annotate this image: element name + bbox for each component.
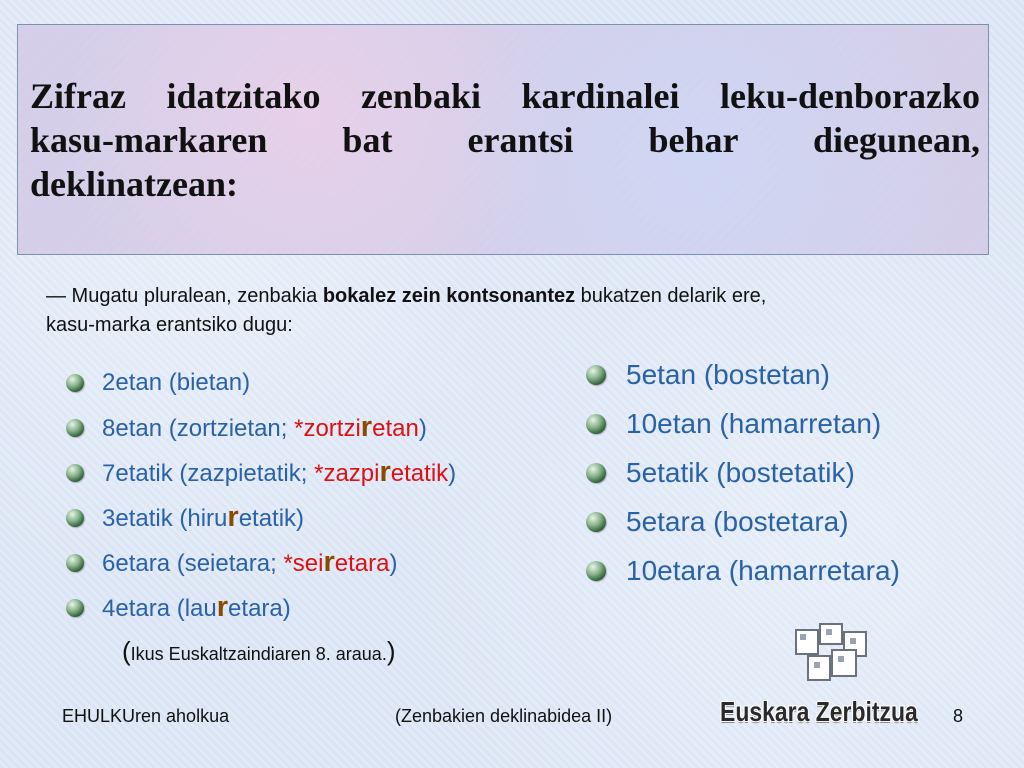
logo-text: Euskara Zerbitzua <box>720 696 918 727</box>
intro-bold: bokalez zein kontsonantez <box>322 285 576 307</box>
bullet-icon <box>586 463 606 483</box>
list-item <box>586 350 900 399</box>
list-item-label: 5etara (bostetara) <box>626 505 849 537</box>
list-item <box>66 540 456 585</box>
list-item <box>66 360 456 405</box>
intro-paragraph <box>46 282 986 340</box>
list-item-label: 10etara (hamarretara) <box>626 554 900 586</box>
bullet-icon <box>586 512 606 532</box>
intro-prefix: — Mugatu pluralean, zenbakia <box>46 285 323 307</box>
list-item <box>586 546 900 595</box>
left-example-list <box>66 360 456 630</box>
list-item-text: 8etan (zortzietan; *zortziretan) <box>102 410 427 443</box>
list-item <box>66 405 456 450</box>
title-line-3: deklinatzean: <box>30 164 239 204</box>
list-item <box>586 497 900 546</box>
list-item <box>586 448 900 497</box>
bullet-icon <box>66 509 84 527</box>
bullet-icon <box>586 365 606 385</box>
footer-center: (Zenbakien deklinabidea II) <box>395 706 613 726</box>
page-number: 8 <box>953 706 964 726</box>
list-item-label: 5etan (bostetan) <box>626 358 830 390</box>
list-item <box>586 399 900 448</box>
bullet-icon <box>66 599 84 617</box>
bullet-icon <box>66 419 84 437</box>
reference-text: Ikus Euskaltzaindiaren 8. araua. <box>130 644 387 664</box>
reference-note: (Ikus Euskaltzaindiaren 8. araua.) <box>122 636 396 666</box>
bullet-icon <box>586 414 606 434</box>
intro-suffix: bukatzen delarik ere, <box>575 285 767 307</box>
bullet-icon <box>66 374 84 392</box>
list-item-text: 4etara (lauretara) <box>102 590 291 623</box>
euskara-zerbitzua-logo <box>720 620 940 750</box>
list-item <box>66 585 456 630</box>
list-item-label: 2etan (bietan) <box>102 368 251 396</box>
list-item <box>66 450 456 495</box>
list-item-text: 3etatik (hiruretatik) <box>102 500 305 533</box>
title-line-1: Zifraz idatzitako zenbaki kardinalei leku-denborazko <box>30 76 980 116</box>
list-item-text: 6etara (seietara; *seiretara) <box>102 545 398 578</box>
page-title <box>30 74 980 206</box>
list-item-label: 5etatik (bostetatik) <box>626 456 855 488</box>
intro-line-2: kasu-marka erantsiko dugu: <box>46 314 293 336</box>
footer-left: EHULKUren aholkua <box>62 706 230 726</box>
right-example-list <box>586 350 900 595</box>
title-line-2: kasu-markaren bat erantsi behar diegunean, <box>30 120 980 160</box>
list-item-label: 10etan (hamarretan) <box>626 407 882 439</box>
building-blocks-icon <box>792 620 874 690</box>
bullet-icon <box>66 554 84 572</box>
bullet-icon <box>66 464 84 482</box>
list-item <box>66 495 456 540</box>
list-item-text: 7etatik (zazpietatik; *zazpiretatik) <box>102 455 457 488</box>
bullet-icon <box>586 561 606 581</box>
